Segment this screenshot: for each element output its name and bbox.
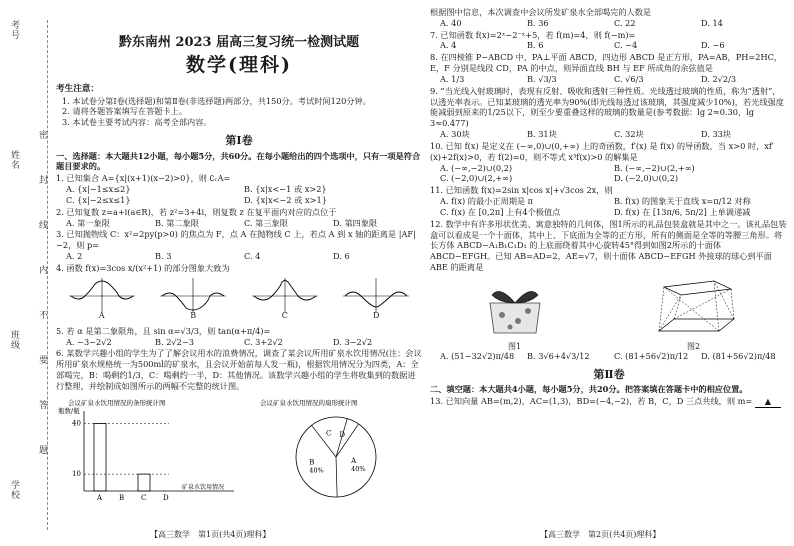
binding-margin xyxy=(0,0,52,546)
question-options xyxy=(56,218,422,229)
pie-chart xyxy=(256,395,416,507)
option[interactable]: C. {x|−2≤x≤1} xyxy=(66,194,131,205)
decahedron-icon xyxy=(639,275,749,339)
seal-char: 密 xyxy=(37,130,47,140)
option[interactable]: B. f(x) 的图象关于直线 x=π/12 对称 xyxy=(614,196,751,207)
pie-slice-label: C xyxy=(325,429,332,438)
option[interactable]: D. 3−2√2 xyxy=(333,336,373,347)
y-tick-label: 40 xyxy=(72,419,81,428)
question-13 xyxy=(430,396,788,408)
question-options xyxy=(430,163,788,185)
x-tick-label: D xyxy=(163,493,169,502)
option[interactable]: A. 40 xyxy=(440,17,462,28)
question-stem: 9. “当光线入射玻璃时，表现有反射、吸收和透射三种性质。光线透过玻璃的性质，称为“透射”，以透光率表示。已知某玻璃的透光率为90%(即光线每透过该玻璃，其强度减少10%)，若光线强度能减弱到原来的1/25以下，则至少要重叠这样的玻璃的数量是(参考数据：lg 2≈0.30，lg 3≈0.477) xyxy=(430,85,784,129)
option[interactable]: A. {x|−1≤x≤2} xyxy=(66,184,131,195)
question-options xyxy=(56,251,422,262)
option[interactable]: C. 32块 xyxy=(614,129,644,140)
question-6: 6. 某数学兴趣小组的学生为了了解会议用水的浪费情况，调查了某会议所用矿泉水饮用情况(注：会议所用矿泉水规格统一为500ml的矿泉水，且会议开始前每人发一瓶)，根据饮用情况分为四类，A：全部喝完，B：喝剩约1/3，C：喝剩约一半，D：其他情况。该数学兴趣小组的学生将收集到的数据进行整理，并绘制成如图所示的两幅不完整的统计图。 xyxy=(56,348,422,391)
x-tick-label: C xyxy=(141,493,147,502)
question-stem: 10. 已知 f(x) 是定义在 (−∞,0)∪(0,+∞) 上的奇函数，f′(x) 是 f(x) 的导函数，当 x>0 时，xf′(x)+2f(x)>0，若 f(2)=0，则不等式 x³f(x)>0 的解集是 xyxy=(430,140,774,162)
questions-right xyxy=(430,7,788,273)
seal-char: 要 xyxy=(37,355,47,365)
seal-char: 答 xyxy=(37,400,47,410)
pie-slice-label: B xyxy=(309,458,315,467)
question-stem: 11. 已知函数 f(x)=2sin x|cos x|+√3cos 2x，则 xyxy=(430,185,613,196)
pie-value-label: 40% xyxy=(309,466,324,475)
option[interactable]: D. f(x) 在 [13π/6, 5π/2] 上单调递减 xyxy=(614,206,751,217)
figure-label: 图2 xyxy=(686,341,701,351)
label-banji: 班级 xyxy=(9,330,19,350)
q4-label: A xyxy=(98,311,105,321)
question xyxy=(430,185,788,217)
option[interactable]: B. (−∞,−2)∪(2,+∞) xyxy=(614,162,695,173)
q4-graph-c xyxy=(250,276,320,322)
question xyxy=(430,141,788,184)
question-stem: 7. 已知函数 f(x)=2ˣ−2⁻ˣ+5，若 f(m)=4，则 f(−m)= xyxy=(430,29,636,40)
q4-graph-a xyxy=(67,276,137,322)
pie-slice-edge xyxy=(312,425,336,457)
page-left xyxy=(56,6,422,507)
option[interactable]: A. (−∞,−2)∪(0,2) xyxy=(440,162,513,173)
question-stem: 4. 函数 f(x)=3cos x/(x²+1) 的部分图象大致为 xyxy=(56,262,230,273)
q12-figures xyxy=(430,275,788,351)
figure-2 xyxy=(639,275,749,351)
option[interactable]: B. 6 xyxy=(527,40,544,51)
question-stem: 1. 已知集合 A={x|(x+1)(x−2)>0}，则 ∁ᵣA= xyxy=(56,173,231,184)
q4-label: C xyxy=(281,311,288,321)
figure-label: 图1 xyxy=(507,341,522,351)
option[interactable]: C. 第三象限 xyxy=(244,217,288,228)
seal-char: 不 xyxy=(37,310,47,320)
part2-label: 第Ⅱ卷 xyxy=(593,367,625,381)
gift-box-icon xyxy=(470,275,560,339)
notice-item: 1. 本试卷分第Ⅰ卷(选择题)和第Ⅱ卷(非选择题)两部分，共150分。考试时间120分钟。 xyxy=(62,95,371,106)
option[interactable]: C. 22 xyxy=(614,17,636,28)
chart-title: 会议矿泉水饮用情况的条形统计图 xyxy=(68,398,166,407)
option[interactable]: B. 31块 xyxy=(527,129,557,140)
bar xyxy=(138,474,150,491)
question xyxy=(56,263,422,274)
x-axis-label: 矿泉水饮用情况 xyxy=(182,483,225,491)
pie-slice-edge xyxy=(336,424,359,457)
option[interactable]: C. (−2,0)∪(2,+∞) xyxy=(440,173,513,184)
option[interactable]: C. 4 xyxy=(244,251,261,262)
question-options xyxy=(430,40,788,51)
question xyxy=(430,219,788,273)
label-xuexiao: 学校 xyxy=(9,480,19,500)
chart-title: 会议矿泉水饮用情况的扇形统计图 xyxy=(260,398,358,407)
question-stem: 13. 已知向量 AB=(m,2)，AC=(1,3)，BD=(−4,−2)，若 B，C，D 三点共线，则 m= xyxy=(430,396,753,407)
notice-item: 3. 本试卷主要考试内容：高考全部内容。 xyxy=(62,117,212,128)
question xyxy=(430,52,788,84)
questions-left xyxy=(56,173,422,273)
pie-value-label: 40% xyxy=(351,464,366,473)
question-options xyxy=(430,129,788,140)
pie-slice-label: D xyxy=(339,430,346,439)
option[interactable]: B. 3 xyxy=(155,251,172,262)
option[interactable]: D. 6 xyxy=(333,251,350,262)
y-tick-label: 10 xyxy=(72,469,81,478)
label-xingming: 姓名 xyxy=(9,150,19,170)
question-options xyxy=(430,74,788,85)
option[interactable]: B. 2√2−3 xyxy=(155,336,194,347)
seal-char: 题 xyxy=(37,445,47,455)
option[interactable]: D. 33块 xyxy=(701,129,732,140)
question xyxy=(430,30,788,52)
question xyxy=(430,7,788,29)
option[interactable]: D. −6 xyxy=(701,40,725,51)
bar xyxy=(94,423,106,491)
option[interactable]: B. 3√6+4√3/12 xyxy=(527,350,590,361)
option[interactable]: D. 14 xyxy=(701,17,723,28)
notice-heading: 考生注意： xyxy=(56,84,99,95)
question-options xyxy=(56,184,422,206)
label-kaohao: 考号 xyxy=(9,20,19,40)
q4-graphs xyxy=(56,276,422,324)
q4-graph-b xyxy=(158,276,228,322)
q4-graph-d xyxy=(341,276,411,322)
option[interactable]: A. −3−2√2 xyxy=(66,336,112,347)
y-axis-label: 瓶数/瓶 xyxy=(58,406,80,415)
footer-right: 【高三数学 第2页(共4页)理科】 xyxy=(540,530,661,539)
option[interactable]: C. −4 xyxy=(614,40,638,51)
exam-title: 黔东南州 2023 届高三复习统一检测试题 xyxy=(118,35,360,50)
option[interactable]: C. √6/3 xyxy=(614,73,644,84)
x-tick-label: A xyxy=(97,493,103,502)
q6-charts xyxy=(56,395,422,507)
q4-label: D xyxy=(373,311,380,321)
seal-char: 内 xyxy=(37,265,47,275)
exam-subtitle: 数学(理科) xyxy=(186,54,292,77)
option[interactable]: B. 36 xyxy=(527,17,549,28)
option[interactable]: C. (81+56√2)π/12 xyxy=(614,350,689,361)
seal-char: 线 xyxy=(37,220,47,230)
option[interactable]: C. 3+2√2 xyxy=(244,336,283,347)
q12-options xyxy=(430,351,788,362)
x-tick-label: B xyxy=(119,493,125,502)
option[interactable]: B. 第二象限 xyxy=(155,217,199,228)
option[interactable]: D. 第四象限 xyxy=(333,217,378,228)
option[interactable]: A. 1/3 xyxy=(440,73,465,84)
option[interactable]: A. 2 xyxy=(66,251,83,262)
page-right xyxy=(430,6,788,409)
option[interactable]: D. (81+56√2)π/48 xyxy=(701,350,776,361)
question-stem: 5. 若 α 是第二象限角，且 sin α=√3/3，则 tan(α+π/4)= xyxy=(56,325,271,336)
option[interactable]: A. 第一象限 xyxy=(66,217,110,228)
question xyxy=(56,173,422,205)
question-stem: 3. 已知抛物线 C：x²=2py(p>0) 的焦点为 F，点 A 在抛物线 C 上，若点 A 到 x 轴的距离是 |AF|−2，则 p= xyxy=(56,229,416,251)
option[interactable]: B. {x|x<−1 或 x>2} xyxy=(244,184,327,195)
option[interactable]: A. 30块 xyxy=(440,129,470,140)
pie-slice-label: A xyxy=(351,456,357,465)
question xyxy=(56,207,422,229)
option[interactable]: C. f(x) 在 [0,2π] 上有4个极值点 xyxy=(440,206,561,217)
question-5 xyxy=(56,326,422,348)
question-stem: 8. 在四棱锥 P−ABCD 中，PA⊥平面 ABCD，四边形 ABCD 是正方形，PA=AB，PH=2HC，E，F 分别是线段 CD，PA 的中点，则异面直线 BH 与 EF 所成角的余弦值是 xyxy=(430,52,783,74)
part1-label: 第Ⅰ卷 xyxy=(225,134,253,148)
notice-block xyxy=(56,84,422,128)
section-heading: 二、填空题：本大题共4小题，每小题5分，共20分。把答案填在答题卡中的相应位置。 xyxy=(430,384,748,395)
option[interactable]: D. 2√2/3 xyxy=(701,73,737,84)
question xyxy=(56,229,422,261)
seal-char: 封 xyxy=(37,175,47,185)
option[interactable]: D. (−2,0)∪(0,2) xyxy=(614,173,679,184)
question-options xyxy=(56,337,422,348)
option[interactable]: B. √3/3 xyxy=(527,73,557,84)
option[interactable]: A. 4 xyxy=(440,40,457,51)
question-stem: 2. 已知复数 z=a+i(a∈R)，若 z²=3+4i，则复数 z 在复平面内对应的点位于 xyxy=(56,206,337,217)
option[interactable]: A. f(x) 的最小正周期是 π xyxy=(440,196,534,207)
question xyxy=(430,86,788,140)
option[interactable]: A. (51−32√2)π/48 xyxy=(440,350,515,361)
pie-slice-edge xyxy=(336,457,337,497)
footer-left: 【高三数学 第1页(共4页)理科】 xyxy=(150,530,271,539)
question-options xyxy=(430,196,788,218)
section-heading: 一、选择题：本大题共12小题，每小题5分，共60分。在每小题给出的四个选项中，只有一项是符合题目要求的。 xyxy=(56,150,421,172)
notice-item: 2. 请将各题答案填写在答题卡上。 xyxy=(62,106,188,117)
question-options xyxy=(430,18,788,29)
q4-label: B xyxy=(190,311,197,321)
figure-1 xyxy=(470,275,560,351)
bar-chart xyxy=(56,395,256,507)
answer-blank[interactable]: ▲ xyxy=(755,396,781,408)
option[interactable]: D. {x|x<−2 或 x>1} xyxy=(244,194,327,205)
question-stem: 根据图中信息，本次调查中会议所发矿泉水全部喝完的人数是 xyxy=(430,7,652,17)
question-stem: 12. 数学中有许多形状优美、寓意独特的几何体，图1所示的礼品包装盒就是其中之一。该礼品包装盒可以看成是一个十面体，其中上、下底面为全等的正方形，所有的侧面是全等的等腰三角形。将长方体 ABCD−A₁B₁C₁D₁ 的上底面绕着其中心旋转45°得到如图2所示的十面体 ABCD−EFGH。已知 AB=AD=2，AE=√7，则十面体 ABCD−EFGH 外接球的球心到平面 ABE 的距离是 xyxy=(430,218,787,273)
